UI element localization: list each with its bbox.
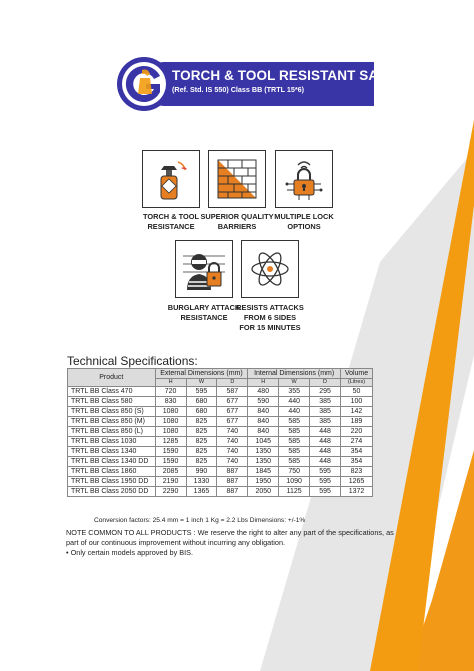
feature-label-atom bbox=[224, 303, 316, 333]
table-cell: 100 bbox=[340, 397, 372, 407]
table-cell: 440 bbox=[279, 397, 310, 407]
table-cell: 587 bbox=[217, 387, 248, 397]
table-cell: 825 bbox=[186, 427, 217, 437]
feature-tile-torch bbox=[142, 150, 200, 208]
column-header-volume: Volume bbox=[340, 369, 372, 379]
conversion-factors: Conversion factors: 25.4 mm = 1 inch 1 Kg = 2.2 Lbs Dimensions: +/-1% bbox=[94, 517, 306, 524]
table-cell-product: TRTL BB Class 470 bbox=[68, 387, 156, 397]
table-cell: 830 bbox=[155, 397, 186, 407]
table-cell: 887 bbox=[217, 477, 248, 487]
feature-tile-atom bbox=[241, 240, 299, 298]
column-header-external: External Dimensions (mm) bbox=[155, 369, 248, 379]
table-cell: 354 bbox=[340, 447, 372, 457]
table-cell: 1285 bbox=[155, 437, 186, 447]
feature-label-line: FOR 15 MINUTES bbox=[239, 323, 301, 332]
table-cell: 220 bbox=[340, 427, 372, 437]
column-header-volume-unit: (Litres) bbox=[340, 379, 372, 387]
table-cell: 448 bbox=[310, 447, 341, 457]
table-row bbox=[68, 437, 373, 447]
table-cell: 440 bbox=[279, 407, 310, 417]
table-cell: 595 bbox=[310, 467, 341, 477]
table-cell: 1372 bbox=[340, 487, 372, 497]
table-cell: 887 bbox=[217, 467, 248, 477]
table-cell: 840 bbox=[248, 417, 279, 427]
column-header-product: Product bbox=[68, 369, 156, 387]
table-row bbox=[68, 477, 373, 487]
burglar-icon bbox=[181, 246, 227, 292]
table-cell: 825 bbox=[186, 417, 217, 427]
table-cell: 585 bbox=[279, 427, 310, 437]
table-cell: 274 bbox=[340, 437, 372, 447]
feature-tile-lock bbox=[275, 150, 333, 208]
table-cell: 585 bbox=[279, 437, 310, 447]
table-cell: 840 bbox=[248, 427, 279, 437]
page-subtitle: (Ref. Std. IS 550) Class BB (TRTL 15*6) bbox=[172, 85, 305, 94]
table-cell: 823 bbox=[340, 467, 372, 477]
table-row bbox=[68, 407, 373, 417]
table-cell: 480 bbox=[248, 387, 279, 397]
note-block bbox=[66, 528, 416, 557]
table-cell: 385 bbox=[310, 397, 341, 407]
table-row bbox=[68, 387, 373, 397]
spec-table bbox=[67, 368, 373, 497]
table-cell: 677 bbox=[217, 407, 248, 417]
table-cell: 740 bbox=[217, 447, 248, 457]
table-cell: 295 bbox=[310, 387, 341, 397]
note-line: part of our continuous improvement without incurring any obligation. bbox=[66, 537, 286, 547]
table-body bbox=[68, 387, 373, 497]
table-cell: 585 bbox=[279, 447, 310, 457]
table-cell-product: TRTL BB Class 2050 DD bbox=[68, 487, 156, 497]
table-cell: 677 bbox=[217, 417, 248, 427]
feature-label-line: RESISTS ATTACKS bbox=[236, 303, 304, 312]
table-cell: 2190 bbox=[155, 477, 186, 487]
table-cell: 1330 bbox=[186, 477, 217, 487]
feature-label-line: BARRIERS bbox=[217, 222, 257, 231]
feature-label-line: RESISTANCE bbox=[180, 313, 228, 322]
table-cell-product: TRTL BB Class 1860 bbox=[68, 467, 156, 477]
table-row bbox=[68, 447, 373, 457]
table-cell: 1080 bbox=[155, 427, 186, 437]
table-cell-product: TRTL BB Class 850 (S) bbox=[68, 407, 156, 417]
feature-tile-burglar bbox=[175, 240, 233, 298]
column-header-d: D bbox=[217, 379, 248, 387]
table-cell: 1950 bbox=[248, 477, 279, 487]
table-cell: 1845 bbox=[248, 467, 279, 477]
table-cell-product: TRTL BB Class 850 (L) bbox=[68, 427, 156, 437]
table-cell: 1265 bbox=[340, 477, 372, 487]
table-header-row bbox=[68, 369, 373, 379]
table-cell: 585 bbox=[279, 457, 310, 467]
table-row bbox=[68, 427, 373, 437]
table-row bbox=[68, 457, 373, 467]
table-cell: 677 bbox=[217, 397, 248, 407]
table-row bbox=[68, 487, 373, 497]
table-cell: 590 bbox=[248, 397, 279, 407]
table-cell: 50 bbox=[340, 387, 372, 397]
table-cell: 1350 bbox=[248, 447, 279, 457]
table-cell: 385 bbox=[310, 407, 341, 417]
table-cell: 595 bbox=[310, 477, 341, 487]
table-cell: 680 bbox=[186, 407, 217, 417]
table-cell: 887 bbox=[217, 487, 248, 497]
table-cell: 355 bbox=[279, 387, 310, 397]
feature-label-line: MULTIPLE LOCK bbox=[274, 212, 334, 221]
table-cell: 354 bbox=[340, 457, 372, 467]
table-cell-product: TRTL BB Class 580 bbox=[68, 397, 156, 407]
table-cell: 385 bbox=[310, 417, 341, 427]
table-cell: 1080 bbox=[155, 407, 186, 417]
feature-label-line: BURGLARY ATTACK bbox=[167, 303, 241, 312]
table-cell: 1365 bbox=[186, 487, 217, 497]
note-line: NOTE COMMON TO ALL PRODUCTS : We reserve the right to alter any part of the specifications, as bbox=[66, 528, 394, 537]
feature-label-line: SUPERIOR QUALITY bbox=[200, 212, 274, 221]
column-header-h: H bbox=[248, 379, 279, 387]
table-cell: 2290 bbox=[155, 487, 186, 497]
table-cell: 189 bbox=[340, 417, 372, 427]
page-title: TORCH & TOOL RESISTANT SAFES bbox=[172, 68, 405, 83]
table-cell-product: TRTL BB Class 850 (M) bbox=[68, 417, 156, 427]
table-cell: 1590 bbox=[155, 447, 186, 457]
table-cell: 680 bbox=[186, 397, 217, 407]
table-row bbox=[68, 467, 373, 477]
note-line: • Only certain models approved by BIS. bbox=[66, 547, 194, 557]
table-cell: 1045 bbox=[248, 437, 279, 447]
torch-icon bbox=[148, 156, 194, 202]
table-row bbox=[68, 397, 373, 407]
table-cell: 448 bbox=[310, 457, 341, 467]
column-header-h: H bbox=[155, 379, 186, 387]
column-header-w: W bbox=[186, 379, 217, 387]
table-cell: 740 bbox=[217, 457, 248, 467]
table-cell: 1350 bbox=[248, 457, 279, 467]
table-cell: 825 bbox=[186, 447, 217, 457]
table-cell: 1080 bbox=[155, 417, 186, 427]
table-cell: 595 bbox=[310, 487, 341, 497]
table-cell: 1590 bbox=[155, 457, 186, 467]
feature-label-line: OPTIONS bbox=[287, 222, 321, 231]
brand-logo-icon bbox=[116, 56, 172, 112]
table-cell: 448 bbox=[310, 427, 341, 437]
table-cell: 2050 bbox=[248, 487, 279, 497]
table-cell-product: TRTL BB Class 1950 DD bbox=[68, 477, 156, 487]
feature-label-line: RESISTANCE bbox=[147, 222, 195, 231]
table-cell: 142 bbox=[340, 407, 372, 417]
table-cell: 990 bbox=[186, 467, 217, 477]
feature-label-line: TORCH & TOOL bbox=[143, 212, 199, 221]
table-cell: 740 bbox=[217, 437, 248, 447]
atom-icon bbox=[247, 246, 293, 292]
table-cell: 720 bbox=[155, 387, 186, 397]
column-header-w: W bbox=[279, 379, 310, 387]
table-cell: 585 bbox=[279, 417, 310, 427]
spec-heading: Technical Specifications: bbox=[67, 354, 198, 368]
column-header-internal: Internal Dimensions (mm) bbox=[248, 369, 341, 379]
table-cell: 740 bbox=[217, 427, 248, 437]
table-cell: 750 bbox=[279, 467, 310, 477]
digital-lock-icon bbox=[281, 156, 327, 202]
table-cell-product: TRTL BB Class 1340 bbox=[68, 447, 156, 457]
table-cell-product: TRTL BB Class 1340 DD bbox=[68, 457, 156, 467]
table-cell: 2085 bbox=[155, 467, 186, 477]
feature-label-line: FROM 6 SIDES bbox=[243, 313, 297, 322]
table-cell: 825 bbox=[186, 437, 217, 447]
table-cell-product: TRTL BB Class 1030 bbox=[68, 437, 156, 447]
feature-tile-wall bbox=[208, 150, 266, 208]
table-cell: 1125 bbox=[279, 487, 310, 497]
feature-label-lock bbox=[258, 212, 350, 232]
brick-wall-icon bbox=[214, 156, 260, 202]
table-cell: 448 bbox=[310, 437, 341, 447]
column-header-d: D bbox=[310, 379, 341, 387]
table-cell: 825 bbox=[186, 457, 217, 467]
table-cell: 595 bbox=[186, 387, 217, 397]
table-cell: 1090 bbox=[279, 477, 310, 487]
table-cell: 840 bbox=[248, 407, 279, 417]
table-row bbox=[68, 417, 373, 427]
